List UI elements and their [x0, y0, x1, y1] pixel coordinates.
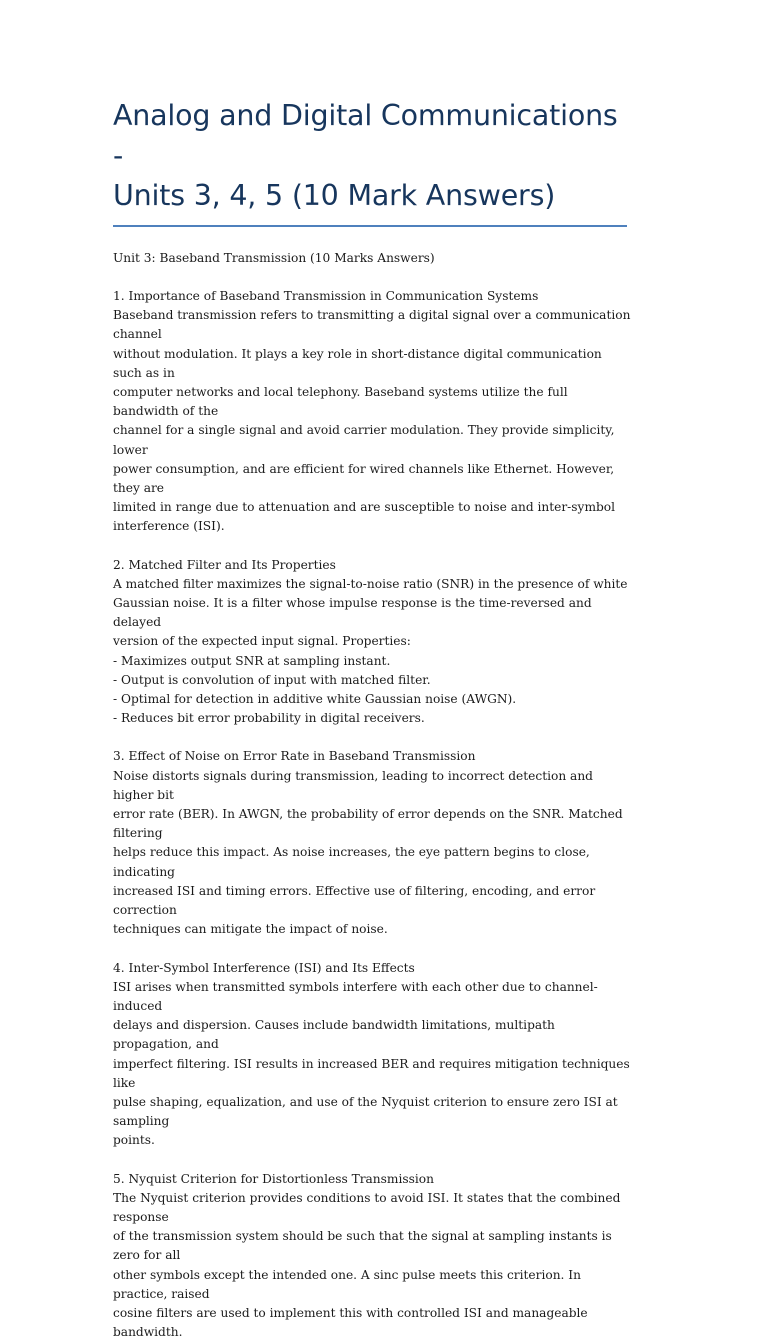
section-heading: 2. Matched Filter and Its Properties [113, 557, 336, 572]
section-heading: 5. Nyquist Criterion for Distortionless Transmission [113, 1171, 434, 1186]
section-5 [113, 1170, 633, 1342]
title-underline [113, 225, 627, 227]
section-heading: 4. Inter-Symbol Interference (ISI) and Its Effects [113, 960, 415, 975]
section-heading: 3. Effect of Noise on Error Rate in Baseband Transmission [113, 749, 476, 764]
section-body: Noise distorts signals during transmission, leading to incorrect detection and higher bit error rate (BER). In AWGN, the probability of error depends on the SNR. Matched filtering helps reduce this impact. As noise increases, the eye pattern begins to close, indicating increased ISI and timing errors. Effective use of filtering, encoding, and error correction techniques can mitigate the impact of noise. [113, 768, 623, 937]
section-body: A matched filter maximizes the signal-to-noise ratio (SNR) in the presence of white Gaussian noise. It is a filter whose impulse response is the time-reversed and delayed version of the expected input signal. Properties: - Maximizes output SNR at sampling instant. - Output is convolution of input with matched filter. - Optimal for detection in additive white Gaussian noise (AWGN). - Reduces bit error probability in digital receivers. [113, 576, 628, 726]
title-line-2: Units 3, 4, 5 (10 Mark Answers) [113, 179, 556, 212]
section-heading: 1. Importance of Baseband Transmission in Communication Systems [113, 289, 539, 303]
unit-heading: Unit 3: Baseband Transmission (10 Marks Answers) [113, 251, 435, 265]
section-2 [113, 556, 633, 729]
document-title [113, 96, 633, 216]
section-4 [113, 959, 633, 1151]
section-body: Baseband transmission refers to transmitting a digital signal over a communication channel without modulation. It plays a key role in short-distance digital communication such as in computer networks and local telephony. Baseband systems utilize the full bandwidth of the channel for a single signal and avoid carrier modulation. They provide simplicity, lower power consumption, and are efficient for wired channels like Ethernet. However, they are limited in range due to attenuation and are susceptible to noise and inter-symbol interference (ISI). [113, 308, 631, 534]
document-page [113, 96, 633, 1342]
section-1 [113, 287, 633, 537]
section-body: ISI arises when transmitted symbols interfere with each other due to channel-induced delays and dispersion. Causes include bandwidth limitations, multipath propagation, and imperfect filtering. ISI results in increased BER and requires mitigation techniques like pulse shaping, equalization, and use of the Nyquist criterion to ensure zero ISI at sampling points. [113, 979, 630, 1148]
section-body: The Nyquist criterion provides conditions to avoid ISI. It states that the combined response of the transmission system should be such that the signal at sampling instants is zero for all other symbols except the intended one. A sinc pulse meets this criterion. In practice, raised cosine filters are used to implement this with controlled ISI and manageable bandwidth. [113, 1190, 621, 1340]
section-3 [113, 747, 633, 939]
title-line-1: Analog and Digital Communications - [113, 99, 618, 172]
